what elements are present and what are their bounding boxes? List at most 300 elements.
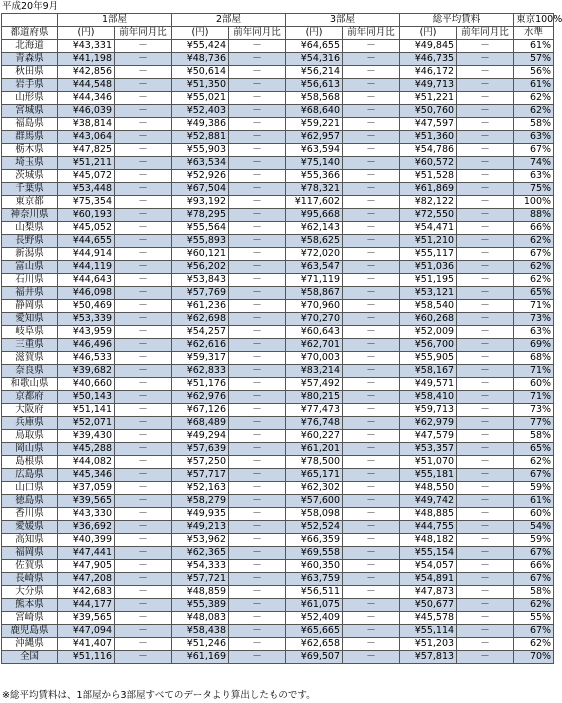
header-cell: 東京100% bbox=[514, 14, 554, 27]
average-rent-cell: ¥49,713 bbox=[400, 79, 457, 92]
one-room-rent-cell: ¥60,193 bbox=[58, 209, 115, 222]
three-room-rent-cell: ¥69,558 bbox=[286, 547, 343, 560]
table-caption: 平成20年9月 bbox=[2, 1, 59, 12]
average-yoy-cell: － bbox=[457, 222, 514, 235]
average-yoy-cell: － bbox=[457, 40, 514, 53]
rent-table bbox=[1, 13, 562, 664]
average-rent-cell: ¥54,057 bbox=[400, 560, 457, 573]
three-room-yoy-cell: － bbox=[343, 235, 400, 248]
average-rent-cell: ¥44,755 bbox=[400, 521, 457, 534]
average-yoy-cell: － bbox=[457, 105, 514, 118]
one-room-yoy-cell: － bbox=[115, 469, 172, 482]
two-room-rent-cell: ¥51,176 bbox=[172, 378, 229, 391]
three-room-yoy-cell: － bbox=[343, 456, 400, 469]
one-room-rent-cell: ¥51,211 bbox=[58, 157, 115, 170]
prefecture-cell: 福井県 bbox=[2, 287, 58, 300]
three-room-yoy-cell: － bbox=[343, 352, 400, 365]
table-row bbox=[2, 118, 554, 131]
three-room-yoy-cell: － bbox=[343, 131, 400, 144]
three-room-rent-cell: ¥58,098 bbox=[286, 508, 343, 521]
three-room-rent-cell: ¥58,867 bbox=[286, 287, 343, 300]
average-yoy-cell: － bbox=[457, 157, 514, 170]
three-room-rent-cell: ¥69,507 bbox=[286, 651, 343, 664]
average-rent-cell: ¥82,122 bbox=[400, 196, 457, 209]
one-room-rent-cell: ¥45,288 bbox=[58, 443, 115, 456]
two-room-yoy-cell: － bbox=[229, 248, 286, 261]
tokyo-index-cell: 58% bbox=[514, 430, 554, 443]
average-yoy-cell: － bbox=[457, 391, 514, 404]
average-rent-cell: ¥49,571 bbox=[400, 378, 457, 391]
two-room-rent-cell: ¥59,317 bbox=[172, 352, 229, 365]
one-room-yoy-cell: － bbox=[115, 261, 172, 274]
tokyo-index-cell: 63% bbox=[514, 131, 554, 144]
average-rent-cell: ¥53,121 bbox=[400, 287, 457, 300]
one-room-rent-cell: ¥44,548 bbox=[58, 79, 115, 92]
two-room-rent-cell: ¥57,769 bbox=[172, 287, 229, 300]
prefecture-cell: 北海道 bbox=[2, 40, 58, 53]
average-yoy-cell: － bbox=[457, 495, 514, 508]
two-room-rent-cell: ¥55,424 bbox=[172, 40, 229, 53]
one-room-rent-cell: ¥39,565 bbox=[58, 495, 115, 508]
two-room-yoy-cell: － bbox=[229, 183, 286, 196]
two-room-yoy-cell: － bbox=[229, 196, 286, 209]
prefecture-cell: 長野県 bbox=[2, 235, 58, 248]
header-cell: 1部屋 bbox=[58, 14, 172, 27]
average-yoy-cell: － bbox=[457, 92, 514, 105]
two-room-rent-cell: ¥54,257 bbox=[172, 326, 229, 339]
one-room-yoy-cell: － bbox=[115, 274, 172, 287]
table-row bbox=[2, 144, 554, 157]
two-room-rent-cell: ¥62,365 bbox=[172, 547, 229, 560]
prefecture-cell: 岐阜県 bbox=[2, 326, 58, 339]
one-room-rent-cell: ¥47,441 bbox=[58, 547, 115, 560]
tokyo-index-cell: 57% bbox=[514, 53, 554, 66]
one-room-yoy-cell: － bbox=[115, 599, 172, 612]
two-room-yoy-cell: － bbox=[229, 547, 286, 560]
one-room-yoy-cell: － bbox=[115, 638, 172, 651]
two-room-rent-cell: ¥48,859 bbox=[172, 586, 229, 599]
table-row bbox=[2, 261, 554, 274]
three-room-yoy-cell: － bbox=[343, 638, 400, 651]
two-room-yoy-cell: － bbox=[229, 365, 286, 378]
average-yoy-cell: － bbox=[457, 638, 514, 651]
tokyo-index-cell: 73% bbox=[514, 313, 554, 326]
header-cell: (円) bbox=[286, 27, 343, 40]
two-room-yoy-cell: － bbox=[229, 66, 286, 79]
three-room-yoy-cell: － bbox=[343, 274, 400, 287]
three-room-rent-cell: ¥57,492 bbox=[286, 378, 343, 391]
two-room-rent-cell: ¥57,717 bbox=[172, 469, 229, 482]
two-room-rent-cell: ¥48,736 bbox=[172, 53, 229, 66]
average-yoy-cell: － bbox=[457, 209, 514, 222]
one-room-yoy-cell: － bbox=[115, 547, 172, 560]
three-room-yoy-cell: － bbox=[343, 534, 400, 547]
tokyo-index-cell: 63% bbox=[514, 326, 554, 339]
two-room-yoy-cell: － bbox=[229, 586, 286, 599]
one-room-rent-cell: ¥37,059 bbox=[58, 482, 115, 495]
average-yoy-cell: － bbox=[457, 599, 514, 612]
two-room-yoy-cell: － bbox=[229, 235, 286, 248]
prefecture-cell: 栃木県 bbox=[2, 144, 58, 157]
tokyo-index-cell: 55% bbox=[514, 612, 554, 625]
table-row bbox=[2, 287, 554, 300]
tokyo-index-cell: 67% bbox=[514, 248, 554, 261]
three-room-yoy-cell: － bbox=[343, 391, 400, 404]
one-room-rent-cell: ¥44,177 bbox=[58, 599, 115, 612]
prefecture-cell: 長崎県 bbox=[2, 573, 58, 586]
three-room-rent-cell: ¥60,227 bbox=[286, 430, 343, 443]
average-yoy-cell: － bbox=[457, 534, 514, 547]
two-room-yoy-cell: － bbox=[229, 599, 286, 612]
two-room-yoy-cell: － bbox=[229, 508, 286, 521]
three-room-rent-cell: ¥65,171 bbox=[286, 469, 343, 482]
three-room-yoy-cell: － bbox=[343, 92, 400, 105]
one-room-yoy-cell: － bbox=[115, 430, 172, 443]
two-room-rent-cell: ¥55,893 bbox=[172, 235, 229, 248]
one-room-rent-cell: ¥46,533 bbox=[58, 352, 115, 365]
average-yoy-cell: － bbox=[457, 547, 514, 560]
average-rent-cell: ¥55,154 bbox=[400, 547, 457, 560]
two-room-yoy-cell: － bbox=[229, 456, 286, 469]
two-room-yoy-cell: － bbox=[229, 222, 286, 235]
average-rent-cell: ¥54,786 bbox=[400, 144, 457, 157]
average-rent-cell: ¥47,597 bbox=[400, 118, 457, 131]
header-cell: 都道府県 bbox=[2, 27, 58, 40]
three-room-yoy-cell: － bbox=[343, 612, 400, 625]
one-room-rent-cell: ¥50,143 bbox=[58, 391, 115, 404]
average-yoy-cell: － bbox=[457, 456, 514, 469]
three-room-rent-cell: ¥66,359 bbox=[286, 534, 343, 547]
table-row bbox=[2, 274, 554, 287]
table-row bbox=[2, 79, 554, 92]
table-row bbox=[2, 196, 554, 209]
one-room-yoy-cell: － bbox=[115, 157, 172, 170]
two-room-rent-cell: ¥58,438 bbox=[172, 625, 229, 638]
header-cell: 2部屋 bbox=[172, 14, 286, 27]
average-rent-cell: ¥54,471 bbox=[400, 222, 457, 235]
one-room-rent-cell: ¥45,346 bbox=[58, 469, 115, 482]
tokyo-index-cell: 62% bbox=[514, 261, 554, 274]
table-row bbox=[2, 599, 554, 612]
average-yoy-cell: － bbox=[457, 651, 514, 664]
table-row bbox=[2, 105, 554, 118]
tokyo-index-cell: 100% bbox=[514, 196, 554, 209]
three-room-rent-cell: ¥83,214 bbox=[286, 365, 343, 378]
two-room-yoy-cell: － bbox=[229, 612, 286, 625]
average-yoy-cell: － bbox=[457, 261, 514, 274]
one-room-yoy-cell: － bbox=[115, 560, 172, 573]
prefecture-cell: 三重県 bbox=[2, 339, 58, 352]
prefecture-cell: 徳島県 bbox=[2, 495, 58, 508]
table-row bbox=[2, 300, 554, 313]
two-room-yoy-cell: － bbox=[229, 404, 286, 417]
one-room-yoy-cell: － bbox=[115, 482, 172, 495]
three-room-rent-cell: ¥70,960 bbox=[286, 300, 343, 313]
average-yoy-cell: － bbox=[457, 417, 514, 430]
two-room-rent-cell: ¥57,721 bbox=[172, 573, 229, 586]
one-room-rent-cell: ¥44,082 bbox=[58, 456, 115, 469]
one-room-yoy-cell: － bbox=[115, 521, 172, 534]
tokyo-index-cell: 61% bbox=[514, 495, 554, 508]
two-room-rent-cell: ¥61,169 bbox=[172, 651, 229, 664]
average-rent-cell: ¥51,070 bbox=[400, 456, 457, 469]
two-room-yoy-cell: － bbox=[229, 274, 286, 287]
prefecture-cell: 大分県 bbox=[2, 586, 58, 599]
average-yoy-cell: － bbox=[457, 430, 514, 443]
one-room-yoy-cell: － bbox=[115, 326, 172, 339]
average-yoy-cell: － bbox=[457, 300, 514, 313]
three-room-yoy-cell: － bbox=[343, 651, 400, 664]
two-room-rent-cell: ¥61,236 bbox=[172, 300, 229, 313]
one-room-yoy-cell: － bbox=[115, 144, 172, 157]
one-room-yoy-cell: － bbox=[115, 508, 172, 521]
three-room-yoy-cell: － bbox=[343, 326, 400, 339]
two-room-rent-cell: ¥52,163 bbox=[172, 482, 229, 495]
prefecture-cell: 埼玉県 bbox=[2, 157, 58, 170]
two-room-rent-cell: ¥63,534 bbox=[172, 157, 229, 170]
one-room-yoy-cell: － bbox=[115, 625, 172, 638]
table-row bbox=[2, 495, 554, 508]
two-room-rent-cell: ¥51,350 bbox=[172, 79, 229, 92]
one-room-rent-cell: ¥41,407 bbox=[58, 638, 115, 651]
one-room-yoy-cell: － bbox=[115, 118, 172, 131]
two-room-yoy-cell: － bbox=[229, 40, 286, 53]
two-room-rent-cell: ¥50,614 bbox=[172, 66, 229, 79]
prefecture-cell: 秋田県 bbox=[2, 66, 58, 79]
average-rent-cell: ¥46,172 bbox=[400, 66, 457, 79]
average-yoy-cell: － bbox=[457, 612, 514, 625]
two-room-rent-cell: ¥67,126 bbox=[172, 404, 229, 417]
two-room-rent-cell: ¥48,083 bbox=[172, 612, 229, 625]
two-room-yoy-cell: － bbox=[229, 105, 286, 118]
average-yoy-cell: － bbox=[457, 521, 514, 534]
prefecture-cell: 大阪府 bbox=[2, 404, 58, 417]
tokyo-index-cell: 62% bbox=[514, 92, 554, 105]
three-room-rent-cell: ¥55,366 bbox=[286, 170, 343, 183]
tokyo-index-cell: 58% bbox=[514, 118, 554, 131]
average-rent-cell: ¥57,813 bbox=[400, 651, 457, 664]
prefecture-cell: 山口県 bbox=[2, 482, 58, 495]
one-room-yoy-cell: － bbox=[115, 456, 172, 469]
three-room-rent-cell: ¥61,075 bbox=[286, 599, 343, 612]
tokyo-index-cell: 62% bbox=[514, 638, 554, 651]
average-rent-cell: ¥55,181 bbox=[400, 469, 457, 482]
one-room-rent-cell: ¥46,496 bbox=[58, 339, 115, 352]
one-room-yoy-cell: － bbox=[115, 196, 172, 209]
three-room-yoy-cell: － bbox=[343, 105, 400, 118]
three-room-yoy-cell: － bbox=[343, 261, 400, 274]
three-room-rent-cell: ¥80,215 bbox=[286, 391, 343, 404]
header-cell: 前年同月比 bbox=[115, 27, 172, 40]
average-yoy-cell: － bbox=[457, 625, 514, 638]
one-room-rent-cell: ¥53,339 bbox=[58, 313, 115, 326]
average-rent-cell: ¥54,891 bbox=[400, 573, 457, 586]
two-room-yoy-cell: － bbox=[229, 573, 286, 586]
average-rent-cell: ¥55,114 bbox=[400, 625, 457, 638]
table-row bbox=[2, 417, 554, 430]
tokyo-index-cell: 62% bbox=[514, 274, 554, 287]
one-room-rent-cell: ¥45,072 bbox=[58, 170, 115, 183]
one-room-rent-cell: ¥47,905 bbox=[58, 560, 115, 573]
header-row-1 bbox=[2, 14, 554, 27]
three-room-yoy-cell: － bbox=[343, 495, 400, 508]
two-room-yoy-cell: － bbox=[229, 651, 286, 664]
average-rent-cell: ¥60,572 bbox=[400, 157, 457, 170]
prefecture-cell: 鹿児島県 bbox=[2, 625, 58, 638]
three-room-rent-cell: ¥95,668 bbox=[286, 209, 343, 222]
three-room-rent-cell: ¥68,640 bbox=[286, 105, 343, 118]
table-row bbox=[2, 586, 554, 599]
average-rent-cell: ¥55,905 bbox=[400, 352, 457, 365]
table-row bbox=[2, 638, 554, 651]
one-room-yoy-cell: － bbox=[115, 573, 172, 586]
tokyo-index-cell: 75% bbox=[514, 183, 554, 196]
table-row bbox=[2, 352, 554, 365]
two-room-rent-cell: ¥62,616 bbox=[172, 339, 229, 352]
average-rent-cell: ¥51,528 bbox=[400, 170, 457, 183]
three-room-rent-cell: ¥62,658 bbox=[286, 638, 343, 651]
one-room-rent-cell: ¥53,448 bbox=[58, 183, 115, 196]
average-yoy-cell: － bbox=[457, 469, 514, 482]
two-room-rent-cell: ¥52,403 bbox=[172, 105, 229, 118]
average-rent-cell: ¥48,182 bbox=[400, 534, 457, 547]
one-room-rent-cell: ¥46,039 bbox=[58, 105, 115, 118]
average-yoy-cell: － bbox=[457, 235, 514, 248]
average-rent-cell: ¥72,550 bbox=[400, 209, 457, 222]
one-room-rent-cell: ¥38,814 bbox=[58, 118, 115, 131]
two-room-yoy-cell: － bbox=[229, 339, 286, 352]
one-room-rent-cell: ¥39,430 bbox=[58, 430, 115, 443]
one-room-rent-cell: ¥43,064 bbox=[58, 131, 115, 144]
three-room-yoy-cell: － bbox=[343, 339, 400, 352]
prefecture-cell: 山形県 bbox=[2, 92, 58, 105]
table-row bbox=[2, 235, 554, 248]
tokyo-index-cell: 73% bbox=[514, 404, 554, 417]
one-room-rent-cell: ¥36,692 bbox=[58, 521, 115, 534]
average-yoy-cell: － bbox=[457, 313, 514, 326]
average-yoy-cell: － bbox=[457, 53, 514, 66]
tokyo-index-cell: 62% bbox=[514, 235, 554, 248]
three-room-yoy-cell: － bbox=[343, 404, 400, 417]
two-room-rent-cell: ¥68,489 bbox=[172, 417, 229, 430]
prefecture-cell: 富山県 bbox=[2, 261, 58, 274]
three-room-yoy-cell: － bbox=[343, 183, 400, 196]
one-room-rent-cell: ¥46,098 bbox=[58, 287, 115, 300]
average-rent-cell: ¥55,117 bbox=[400, 248, 457, 261]
one-room-rent-cell: ¥45,052 bbox=[58, 222, 115, 235]
prefecture-cell: 全国 bbox=[2, 651, 58, 664]
one-room-yoy-cell: － bbox=[115, 586, 172, 599]
two-room-rent-cell: ¥62,833 bbox=[172, 365, 229, 378]
three-room-rent-cell: ¥75,140 bbox=[286, 157, 343, 170]
two-room-rent-cell: ¥49,935 bbox=[172, 508, 229, 521]
one-room-yoy-cell: － bbox=[115, 79, 172, 92]
three-room-yoy-cell: － bbox=[343, 79, 400, 92]
two-room-rent-cell: ¥56,202 bbox=[172, 261, 229, 274]
table-row bbox=[2, 456, 554, 469]
one-room-yoy-cell: － bbox=[115, 53, 172, 66]
header-cell: 総平均賃料 bbox=[400, 14, 514, 27]
table-row bbox=[2, 365, 554, 378]
two-room-yoy-cell: － bbox=[229, 560, 286, 573]
prefecture-cell: 神奈川県 bbox=[2, 209, 58, 222]
three-room-yoy-cell: － bbox=[343, 118, 400, 131]
two-room-rent-cell: ¥62,698 bbox=[172, 313, 229, 326]
three-room-rent-cell: ¥77,473 bbox=[286, 404, 343, 417]
two-room-yoy-cell: － bbox=[229, 443, 286, 456]
two-room-yoy-cell: － bbox=[229, 209, 286, 222]
average-rent-cell: ¥51,210 bbox=[400, 235, 457, 248]
tokyo-index-cell: 67% bbox=[514, 573, 554, 586]
average-yoy-cell: － bbox=[457, 118, 514, 131]
three-room-rent-cell: ¥52,409 bbox=[286, 612, 343, 625]
one-room-rent-cell: ¥43,330 bbox=[58, 508, 115, 521]
tokyo-index-cell: 61% bbox=[514, 40, 554, 53]
one-room-rent-cell: ¥51,141 bbox=[58, 404, 115, 417]
header-cell: 前年同月比 bbox=[229, 27, 286, 40]
two-room-yoy-cell: － bbox=[229, 638, 286, 651]
two-room-rent-cell: ¥51,246 bbox=[172, 638, 229, 651]
average-yoy-cell: － bbox=[457, 131, 514, 144]
table-row bbox=[2, 651, 554, 664]
prefecture-cell: 鳥取県 bbox=[2, 430, 58, 443]
prefecture-cell: 香川県 bbox=[2, 508, 58, 521]
two-room-yoy-cell: － bbox=[229, 300, 286, 313]
average-yoy-cell: － bbox=[457, 482, 514, 495]
average-rent-cell: ¥46,735 bbox=[400, 53, 457, 66]
three-room-yoy-cell: － bbox=[343, 365, 400, 378]
three-room-rent-cell: ¥117,602 bbox=[286, 196, 343, 209]
table-row bbox=[2, 547, 554, 560]
prefecture-cell: 高知県 bbox=[2, 534, 58, 547]
one-room-yoy-cell: － bbox=[115, 105, 172, 118]
average-yoy-cell: － bbox=[457, 508, 514, 521]
average-yoy-cell: － bbox=[457, 183, 514, 196]
tokyo-index-cell: 60% bbox=[514, 378, 554, 391]
two-room-rent-cell: ¥57,639 bbox=[172, 443, 229, 456]
average-rent-cell: ¥47,579 bbox=[400, 430, 457, 443]
one-room-yoy-cell: － bbox=[115, 183, 172, 196]
one-room-yoy-cell: － bbox=[115, 313, 172, 326]
prefecture-cell: 石川県 bbox=[2, 274, 58, 287]
three-room-yoy-cell: － bbox=[343, 443, 400, 456]
three-room-yoy-cell: － bbox=[343, 573, 400, 586]
two-room-yoy-cell: － bbox=[229, 469, 286, 482]
tokyo-index-cell: 59% bbox=[514, 482, 554, 495]
three-room-yoy-cell: － bbox=[343, 287, 400, 300]
three-room-rent-cell: ¥62,957 bbox=[286, 131, 343, 144]
two-room-yoy-cell: － bbox=[229, 326, 286, 339]
one-room-yoy-cell: － bbox=[115, 365, 172, 378]
one-room-rent-cell: ¥44,346 bbox=[58, 92, 115, 105]
average-rent-cell: ¥49,742 bbox=[400, 495, 457, 508]
two-room-yoy-cell: － bbox=[229, 625, 286, 638]
tokyo-index-cell: 59% bbox=[514, 534, 554, 547]
average-yoy-cell: － bbox=[457, 248, 514, 261]
one-room-yoy-cell: － bbox=[115, 391, 172, 404]
one-room-yoy-cell: － bbox=[115, 170, 172, 183]
one-room-rent-cell: ¥51,116 bbox=[58, 651, 115, 664]
tokyo-index-cell: 62% bbox=[514, 456, 554, 469]
prefecture-cell: 京都府 bbox=[2, 391, 58, 404]
average-rent-cell: ¥45,578 bbox=[400, 612, 457, 625]
tokyo-index-cell: 60% bbox=[514, 508, 554, 521]
average-yoy-cell: － bbox=[457, 66, 514, 79]
average-rent-cell: ¥58,167 bbox=[400, 365, 457, 378]
tokyo-index-cell: 67% bbox=[514, 547, 554, 560]
two-room-yoy-cell: － bbox=[229, 157, 286, 170]
two-room-rent-cell: ¥55,021 bbox=[172, 92, 229, 105]
